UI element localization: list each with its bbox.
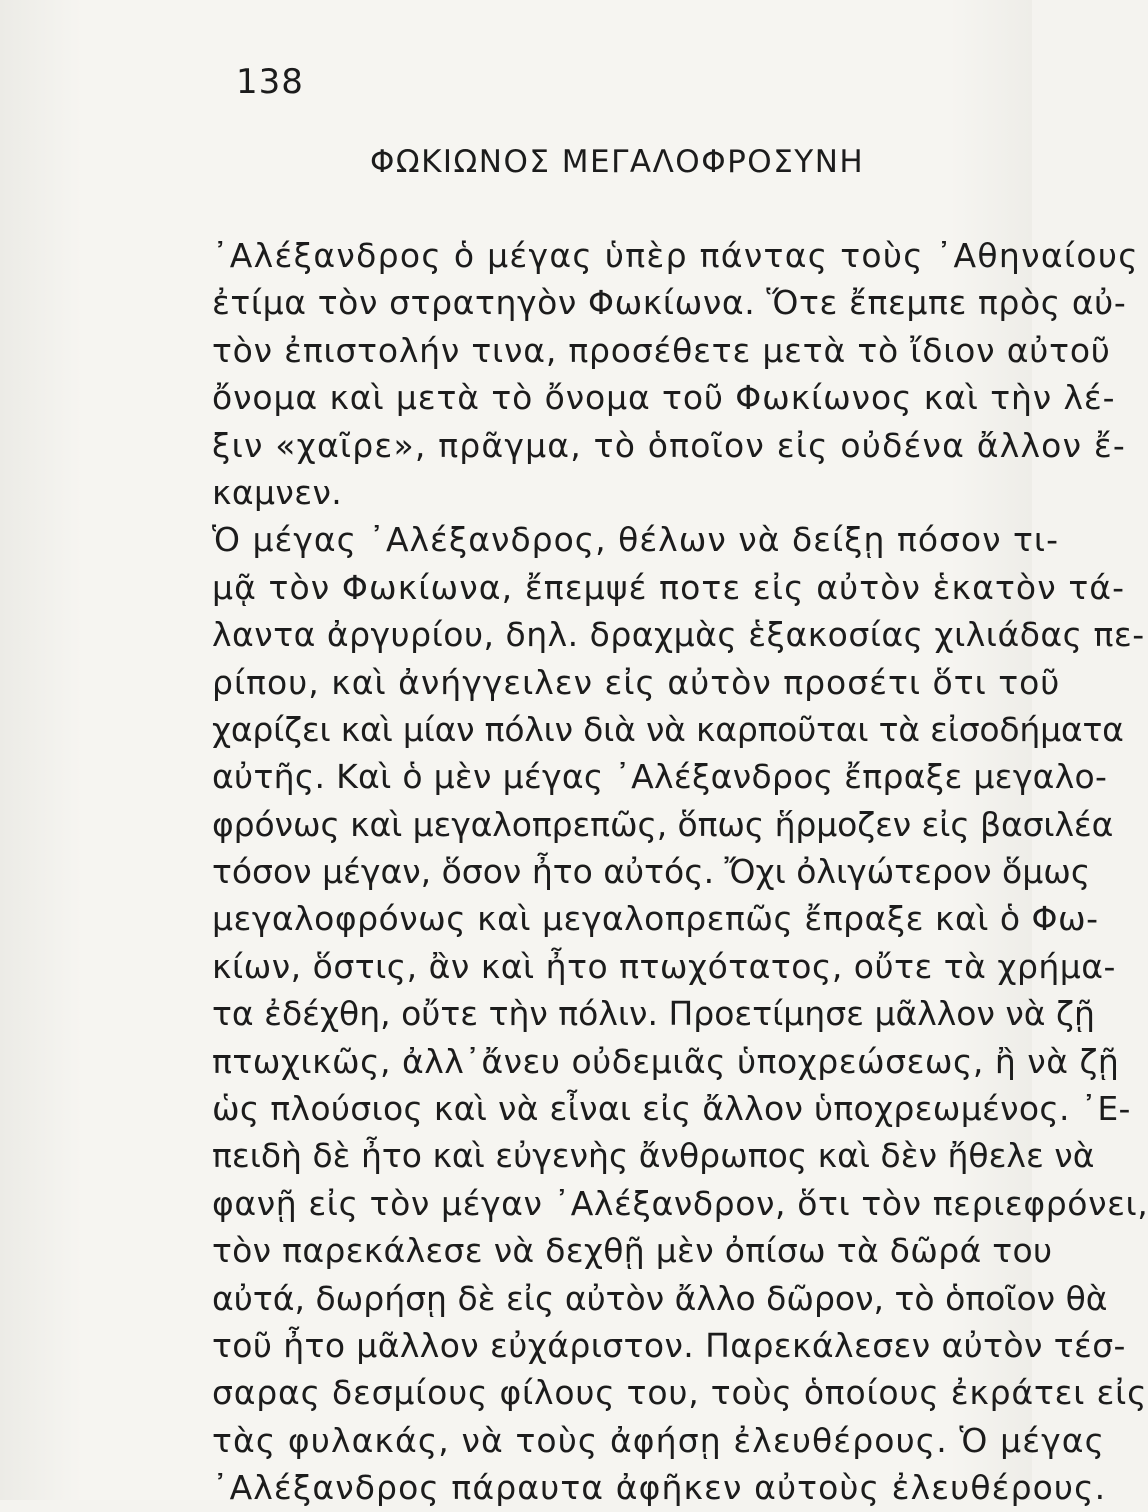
text-line: τόσον μέγαν, ὅσον ἦτο αὐτός. Ὄχι ὀλιγώτερον ὅμως [212, 852, 1091, 892]
text-line: τὸν ἐπιστολήν τινα, προσέθετε μετὰ τὸ ἴδιον αὐτοῦ [212, 330, 1111, 370]
text-line: τοῦ ἦτο μᾶλλον εὐχάριστον. Παρεκάλεσεν αὐτὸν τέσ- [212, 1325, 1126, 1365]
text-line: πειδὴ δὲ ἦτο καὶ εὐγενὴς ἄνθρωπος καὶ δὲν ἤθελε νὰ [212, 1136, 1095, 1176]
text-line: ᾿Αλέξανδρος ὁ μέγας ὑπὲρ πάντας τοὺς ᾿Αθηναίους [212, 236, 1139, 275]
text-line: λαντα ἀργυρίου, δηλ. δραχμὰς ἑξακοσίας χιλιάδας πε- [212, 615, 1145, 655]
text-line: καμνεν. [212, 472, 343, 512]
text-line: φρόνως καὶ μεγαλοπρεπῶς, ὅπως ἥρμοζεν εἰς βασιλέα [212, 804, 1114, 844]
body-text [212, 232, 1148, 1512]
text-line: Ὁ μέγας ᾿Αλέξανδρος, θέλων νὰ δείξῃ πόσον τι- [212, 520, 1059, 560]
chapter-title: ΦΩΚΙΩΝΟΣ ΜΕΓΑΛΟΦΡΟΣΥΝΗ [370, 144, 865, 180]
text-line: ᾿Αλέξανδρος πάραυτα ἀφῆκεν αὐτοὺς ἐλευθέρους. [212, 1468, 1107, 1508]
text-line: χαρίζει καὶ μίαν πόλιν διὰ νὰ καρποῦται τὰ εἰσοδήματα [212, 709, 1124, 749]
text-line: φανῇ εἰς τὸν μέγαν ᾿Αλέξανδρον, ὅτι τὸν περιεφρόνει, [212, 1183, 1148, 1223]
text-line: ρίπου, καὶ ἀνήγγειλεν εἰς αὐτὸν προσέτι ὅτι τοῦ [212, 662, 1061, 702]
text-line: τὰς φυλακάς, νὰ τοὺς ἀφήσῃ ἐλευθέρους. Ὁ μέγας [212, 1420, 1106, 1460]
text-line: πτωχικῶς, ἀλλ᾿ἄνευ οὐδεμιᾶς ὑποχρεώσεως, ἢ νὰ ζῇ [212, 1041, 1120, 1081]
text-line: ξιν «χαῖρε», πρᾶγμα, τὸ ὁποῖον εἰς οὐδένα ἄλλον ἔ- [212, 425, 1127, 465]
text-line: τὸν παρεκάλεσε νὰ δεχθῇ μὲν ὀπίσω τὰ δῶρά του [212, 1231, 1053, 1271]
text-line: κίων, ὅστις, ἂν καὶ ἦτο πτωχότατος, οὔτε τὰ χρήμα- [212, 946, 1116, 986]
text-line: μᾷ τὸν Φωκίωνα, ἔπεμψέ ποτε εἰς αὐτὸν ἑκατὸν τά- [212, 567, 1126, 607]
text-line: ἐτίμα τὸν στρατηγὸν Φωκίωνα. Ὅτε ἔπεμπε πρὸς αὐ- [212, 283, 1127, 323]
text-line: σαρας δεσμίους φίλους του, τοὺς ὁποίους ἐκράτει εἰς [212, 1373, 1148, 1413]
text-line: αὐτῆς. Καὶ ὁ μὲν μέγας ᾿Αλέξανδρος ἔπραξε μεγαλο- [212, 757, 1108, 797]
text-line: ὡς πλούσιος καὶ νὰ εἶναι εἰς ἄλλον ὑποχρεωμένος. ᾿Ε- [212, 1089, 1131, 1129]
text-line: τα ἐδέχθη, οὔτε τὴν πόλιν. Προετίμησε μᾶλλον νὰ ζῇ [212, 994, 1095, 1034]
page-number: 138 [236, 62, 304, 102]
text-line: μεγαλοφρόνως καὶ μεγαλοπρεπῶς ἔπραξε καὶ ὁ Φω- [212, 899, 1099, 939]
text-line: ὄνομα καὶ μετὰ τὸ ὄνομα τοῦ Φωκίωνος καὶ τὴν λέ- [212, 378, 1116, 418]
text-line: αὐτά, δωρήσῃ δὲ εἰς αὐτὸν ἄλλο δῶρον, τὸ ὁποῖον θὰ [212, 1278, 1108, 1318]
